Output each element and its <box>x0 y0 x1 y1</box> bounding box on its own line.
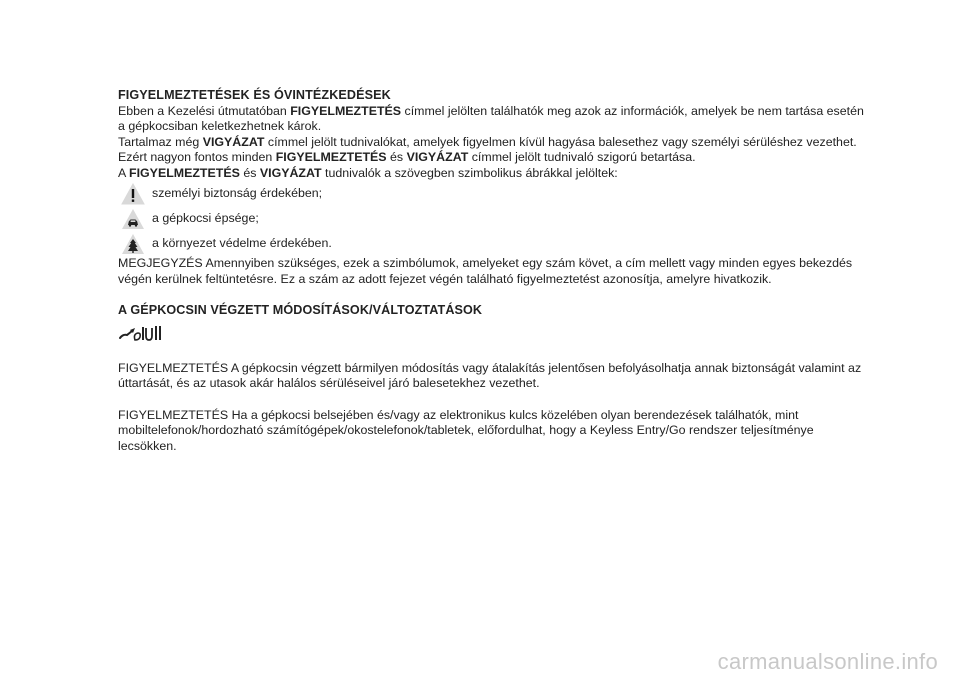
symbol-row-vehicle <box>120 206 870 231</box>
car-warning-icon <box>120 208 146 230</box>
caution-paragraph: Tartalmaz még VIGYÁZAT címmel jelölt tudnivalókat, amelyek figyelmen kívül hagyása balesethez vagy személyi sérüléshez vezethet. <box>118 134 857 149</box>
modification-icon <box>118 321 870 345</box>
warning-triangle-icon <box>120 183 146 205</box>
section-title-warnings: FIGYELMEZTETÉSEK ÉS ÓVINTÉZKEDÉSEK <box>118 88 391 102</box>
note-paragraph: MEGJEGYZÉS Amennyiben szükséges, ezek a szimbólumok, amelyeket egy szám követ, a cím mellett vagy minden egyes bekezdés végén kerülnek feltüntetésre. Ez a szám az adott fejezet végén található figyelmeztetést azonosítja, amelyre hivatkozik. <box>118 256 853 286</box>
symbol-label-personal: személyi biztonság érdekében; <box>152 185 323 200</box>
symbol-label-vehicle: a gépkocsi épsége; <box>152 210 259 225</box>
symbol-row-personal <box>120 181 870 206</box>
section-title-modifications: A GÉPKOCSIN VÉGZETT MÓDOSÍTÁSOK/VÁLTOZTATÁSOK <box>118 303 483 317</box>
modification-warning-paragraph: FIGYELMEZTETÉS A gépkocsin végzett bármilyen módosítás vagy átalakítás jelentősen befolyásolhatja annak biztonságát valamint az úttartását, és az utasok akár halálos sérüléseivel járó balesetekhez vezethet. <box>118 360 862 390</box>
keyless-warning-paragraph: FIGYELMEZTETÉS Ha a gépkocsi belsejében és/vagy az elektronikus kulcs közelében olyan berendezések találhatók, mint mobiltelefonok/hordozható számítógépek/okostelefonok/tabletek, előfordulhat, hogy a Keyless Entry/Go rendszer teljesítménye lecsökken. <box>118 407 814 453</box>
symbols-intro-paragraph: A FIGYELMEZTETÉS és VIGYÁZAT tudnivalók a szövegben szimbolikus ábrákkal jelöltek: <box>118 165 618 180</box>
manual-page <box>118 88 870 454</box>
watermark-text: carmanualsonline.info <box>717 649 938 674</box>
intro-paragraph: Ebben a Kezelési útmutatóban FIGYELMEZTETÉS címmel jelölten találhatók meg azok az információk, amelyek be nem tartása esetén a gépkocsiban keletkezhetnek károk. <box>118 103 864 133</box>
symbol-label-environment: a környezet védelme érdekében. <box>152 235 332 250</box>
importance-paragraph: Ezért nagyon fontos minden FIGYELMEZTETÉS és VIGYÁZAT címmel jelölt tudnivaló szigorú betartása. <box>118 150 696 164</box>
symbol-row-environment <box>120 231 870 256</box>
tree-warning-icon <box>120 233 146 255</box>
